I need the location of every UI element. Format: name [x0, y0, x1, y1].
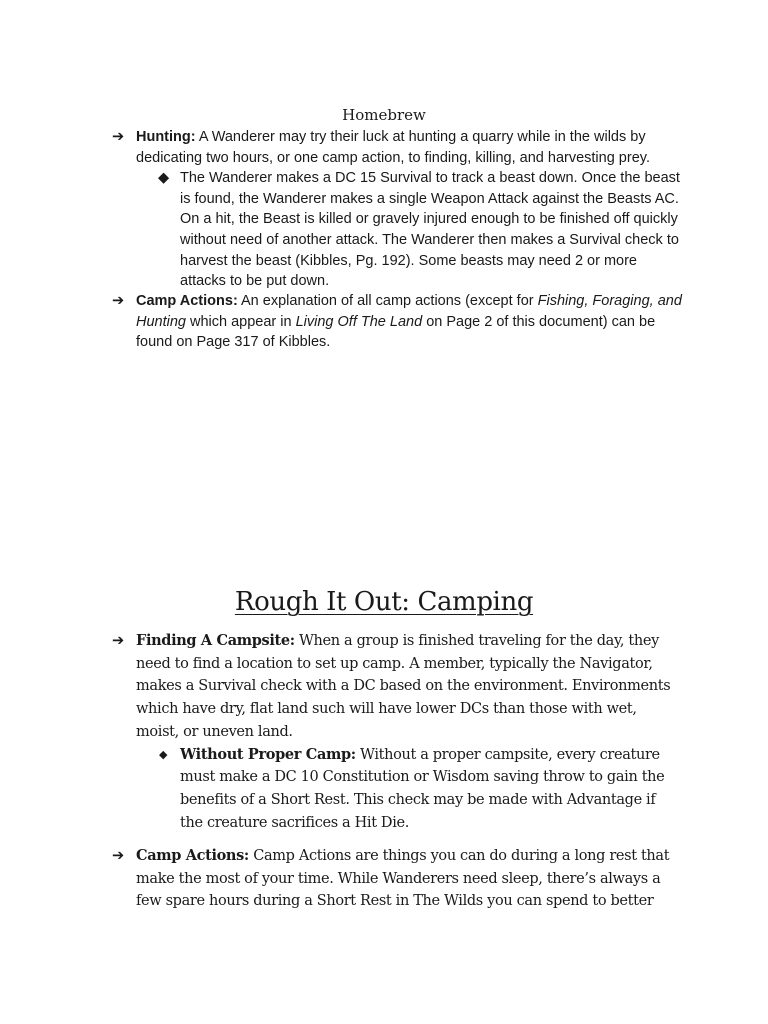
diamond-bullet-icon: ◆ [159, 747, 168, 761]
camp-actions-top-text-3: on Page 2 of this document) can be found on Page 317 of Kibbles. [136, 313, 656, 351]
finding-campsite-text: When a group is finished traveling for the day, they need to find a location to set up camp. A member, typically the Navigator, makes a Survival check with a DC based on the environment. Environments which have dry, flat land such will have lower DCs than those with wet, moist, or uneven land. [136, 633, 671, 740]
diamond-bullet-icon: ◆ [158, 170, 170, 187]
arrow-bullet-icon: ➔ [112, 633, 124, 649]
finding-campsite-label: Finding A Campsite: [136, 632, 295, 649]
hunting-label: Hunting: [136, 129, 196, 145]
hunting-subitem [158, 168, 682, 292]
list-item-hunting [112, 127, 682, 292]
arrow-bullet-icon: ➔ [112, 293, 125, 309]
list-item-finding-campsite [112, 630, 682, 834]
without-proper-camp-paragraph [180, 744, 682, 835]
camp-actions-top-label: Camp Actions: [136, 293, 238, 309]
without-proper-camp-text: Without a proper campsite, every creature must make a DC 10 Constitution or Wisdom saving throw to gain the benefits of a Short Rest. This check may be made with Advantage if the creature sacrifices a Hit Die. [180, 746, 665, 831]
without-proper-camp-subitem [159, 744, 682, 835]
without-proper-camp-label: Without Proper Camp: [180, 745, 356, 763]
camp-actions-paragraph [136, 845, 682, 913]
hunting-text: A Wanderer may try their luck at hunting a quarry while in the wilds by dedicating two hours, or one camp action, to finding, killing, and harvesting prey. [136, 129, 650, 166]
camp-actions-top-paragraph [136, 291, 682, 353]
camp-actions-top-italic-1: Fishing, Foraging, and Hunting [136, 293, 682, 330]
camp-actions-top-text-1: An explanation of all camp actions (except for [237, 293, 538, 309]
hunting-paragraph [136, 127, 682, 168]
camp-actions-top-italic-2: Living Off The Land [295, 313, 423, 330]
arrow-bullet-icon: ➔ [112, 129, 125, 145]
arrow-bullet-icon: ➔ [112, 848, 124, 864]
camp-actions-top-text-2: which appear in [185, 313, 296, 330]
camp-actions-label: Camp Actions: [136, 847, 249, 864]
page-header: Homebrew [342, 106, 426, 124]
hunting-sub-text: The Wanderer makes a DC 15 Survival to track a beast down. Once the beast is found, the Wanderer makes a single Weapon Attack against the Beasts AC. On a hit, the Beast is killed or gravely injured enough to be finished off quickly without need of another attack. The Wanderer then makes a Survival check to harvest the beast (Kibbles, Pg. 192). Some beasts may need 2 or more attacks to be put down. [180, 170, 680, 290]
section-title: Rough It Out: Camping [234, 587, 534, 617]
list-item-camp-actions-top [112, 291, 682, 353]
camp-actions-text: Camp Actions are things you can do during a long rest that make the most of your time. While Wanderers need sleep, there’s always a few spare hours during a Short Rest in The Wilds you can spend to better [136, 848, 670, 910]
list-item-camp-actions [112, 845, 682, 913]
finding-campsite-paragraph [136, 630, 682, 744]
